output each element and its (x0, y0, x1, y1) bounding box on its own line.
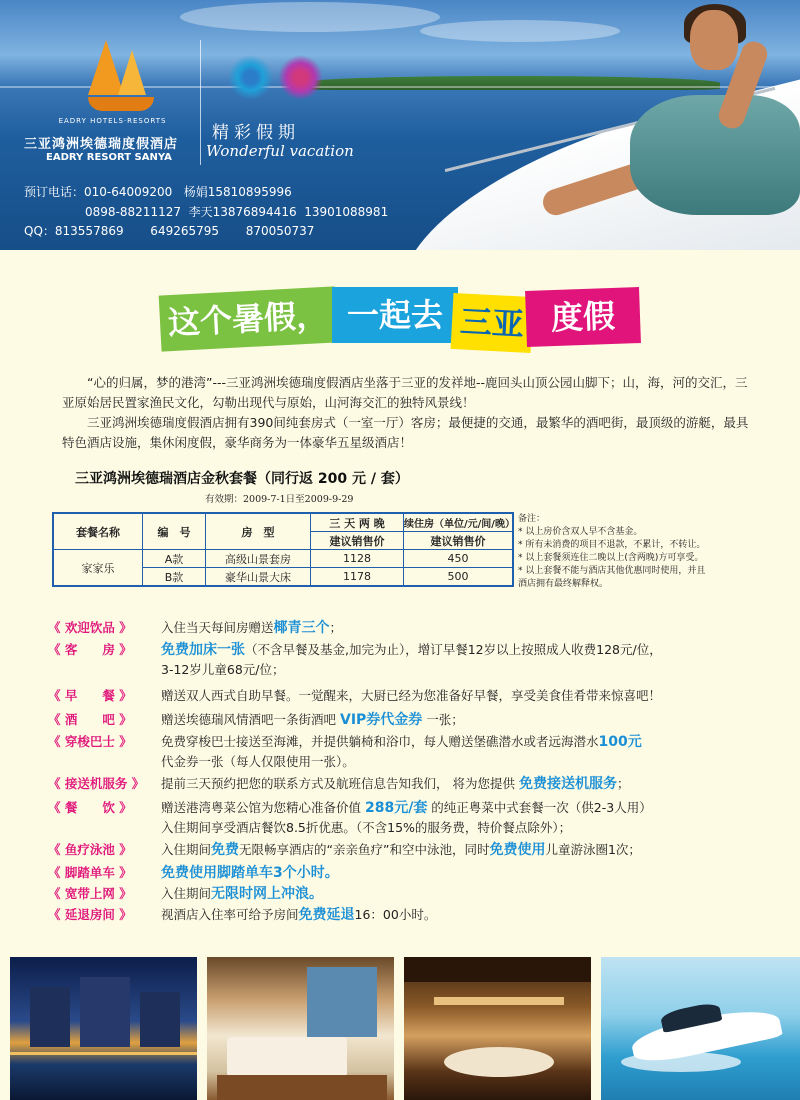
contact-line: 0898-88211127 李天13876894416 13901088981 (24, 205, 389, 219)
hotel-name-cn: 三亚鸿洲埃德瑞度假酒店 (24, 137, 179, 152)
th-name: 套餐名称 (53, 513, 143, 550)
benefit-highlight: 免费使用 (489, 842, 546, 858)
benefit-highlight: 免费使用脚踏单车3个小时。 (161, 865, 339, 881)
benefit-highlight: 免费接送机服务 (518, 776, 617, 792)
benefit-text: ； (616, 776, 630, 791)
package-title: 三亚鸿洲埃德瑞酒店金秋套餐（同行返 200 元 / 套） (75, 471, 409, 487)
benefit-text: 免费穿梭巴士接送至海滩，并提供躺椅和浴巾，每人赠送堡礁潜水或者远海潜水 (161, 734, 599, 749)
cell-extend: 450 (404, 550, 514, 568)
benefit-key: 《 接送机服务 》 (48, 776, 145, 791)
benefit-text: 3-12岁儿童68元/位； (161, 662, 285, 677)
benefit-text: （不含早餐及基金,加完为止），增订早餐12岁以上按照成人收费128元/位， (245, 642, 662, 657)
intro-paragraph: “心的归属，梦的港湾”---三亚鸿洲埃德瑞度假酒店坐落于三亚的发祥地--鹿回头山顶公园山脚下；山，海，河的交汇，三亚原始居民置家渔民文化，勾勒出现代与原始，山河海交汇的独特风景线！ (62, 375, 748, 410)
photo-bedroom (207, 957, 394, 1100)
benefit-text: 一张； (422, 712, 464, 727)
photo-night-resort (10, 957, 197, 1100)
benefit-value: 赠送双人西式自助早餐。一觉醒来，大厨已经为您准备好早餐，享受美食佳肴带来惊喜吧！ (161, 688, 662, 703)
benefit-key: 《 欢迎饮品 》 (48, 620, 132, 635)
th-three-nights: 三 天 两 晚 (311, 513, 404, 532)
logo-brand: EADRY HOTELS·RESORTS (58, 117, 167, 125)
contact-line: 预订电话：010-64009200 杨娟15810895996 (24, 185, 292, 199)
banner-part: 一起去 (332, 287, 458, 343)
benefit-value (161, 884, 798, 904)
benefit-value (161, 798, 798, 837)
benefit-highlight: 免费加床一张 (161, 642, 245, 658)
benefit-value (161, 640, 798, 679)
benefit-value (161, 905, 798, 925)
cell-extend: 500 (404, 568, 514, 587)
cell-price: 1178 (311, 568, 404, 587)
benefit-key: 《 宽带上网 》 (48, 886, 132, 901)
benefit-text: 入住期间 (161, 842, 212, 857)
intro-paragraph: 三亚鸿洲埃德瑞度假酒店拥有390间纯套房式（一室一厅）客房；最便捷的交通，最繁华的酒吧街，最顶级的游艇，最具特色酒店设施，集休闲度假，豪华商务为一体豪华五星级酒店！ (62, 415, 749, 450)
header-banner (0, 0, 800, 250)
note-line: * 所有未消费的项目不退款，不累计，不转让。 (518, 540, 706, 550)
th-suggest: 建议销售价 (311, 532, 404, 550)
woman-photo (610, 0, 800, 250)
benefit-value (161, 732, 798, 771)
photo-strip (10, 957, 800, 1100)
benefit-text: 视酒店入住率可给予房间 (161, 907, 299, 922)
benefit-text: 入住期间享受酒店餐饮8.5折优惠。（不含15%的服务费，特价餐点除外）； (161, 820, 572, 835)
benefit-highlight: 无限时网上冲浪。 (211, 886, 324, 902)
benefit-key: 《 鱼疗泳池 》 (48, 842, 132, 857)
intro-text (62, 373, 752, 453)
title-banner (160, 285, 640, 365)
benefit-highlight: 288元/套 (364, 800, 428, 816)
cell-code: A款 (143, 550, 206, 568)
benefit-key: 《 穿梭巴士 》 (48, 734, 132, 749)
sail-icon (118, 50, 146, 95)
benefit-value (161, 710, 798, 730)
benefit-value (161, 840, 798, 860)
note-line: * 以上套餐不能与酒店其他优惠同时使用，并且 (518, 566, 706, 576)
cell-code: B款 (143, 568, 206, 587)
benefit-text: 入住期间 (161, 886, 212, 901)
benefit-key: 《 餐 饮 》 (48, 800, 132, 815)
benefit-value (161, 618, 798, 638)
benefit-text: 赠送埃德瑞风情酒吧一条街酒吧 (161, 712, 340, 727)
note-line: 备注： (518, 514, 546, 524)
banner-part: 三亚 (451, 293, 534, 353)
benefit-key: 《 延退房间 》 (48, 907, 132, 922)
benefit-text: 16：00小时。 (354, 907, 437, 922)
th-room: 房 型 (206, 513, 311, 550)
benefit-key: 《 早 餐 》 (48, 688, 132, 703)
cell-price: 1128 (311, 550, 404, 568)
th-extend: 续住房（单位/元/间/晚） (404, 513, 514, 532)
cell-room: 豪华山景大床 (206, 568, 311, 587)
benefit-text: ； (329, 620, 343, 635)
slogan-cn: 精彩假期 (212, 123, 300, 143)
contact-qq: QQ：813557869 649265795 870050737 (24, 224, 315, 238)
slogan-en: Wonderful vacation (206, 142, 354, 160)
benefit-key: 《 客 房 》 (48, 642, 132, 657)
benefit-value (161, 774, 798, 794)
cloud (180, 2, 440, 32)
benefit-key: 《 酒 吧 》 (48, 712, 132, 727)
note-line: * 以上套餐须连住二晚以上(含两晚)方可享受。 (518, 553, 704, 563)
banner-part: 这个暑假， (159, 286, 338, 351)
cloud (420, 20, 620, 42)
benefit-text: 入住当天每间房赠送 (161, 620, 274, 635)
benefit-text: 代金券一张（每人仅限使用一张）。 (161, 754, 355, 769)
hotel-name-en: EADRY RESORT SANYA (46, 152, 172, 163)
benefit-highlight: VIP券代金券 (339, 712, 423, 728)
cell-room: 高级山景套房 (206, 550, 311, 568)
valid-period: 有效期：2009-7-1日至2009-9-29 (205, 494, 354, 505)
package-table (52, 512, 514, 587)
benefit-highlight: 免费延退 (298, 907, 355, 923)
benefit-highlight: 免费 (211, 842, 240, 858)
note-line: 酒店拥有最终解释权。 (518, 579, 609, 589)
package-name: 家家乐 (53, 550, 143, 587)
banner-part: 度假 (525, 287, 641, 347)
th-code: 编 号 (143, 513, 206, 550)
photo-restaurant (404, 957, 591, 1100)
benefit-key: 《 脚踏单车 》 (48, 865, 132, 880)
divider (200, 40, 201, 165)
butterfly-logo-icon (228, 55, 328, 105)
benefit-value (161, 863, 798, 883)
logo-base (88, 97, 154, 111)
benefit-highlight: 椰青三个 (273, 620, 330, 636)
photo-speedboat (601, 957, 800, 1100)
benefit-text: 无限畅享酒店的“亲亲鱼疗”和空中泳池，同时 (239, 842, 490, 857)
table-row (53, 550, 513, 568)
benefit-text: 的纯正粤菜中式套餐一次（供2-3人用） (427, 800, 652, 815)
note-line: * 以上房价含双人早不含基金。 (518, 527, 643, 537)
benefit-text: 儿童游泳圈1次； (545, 842, 641, 857)
benefit-text: 提前三天预约把您的联系方式及航班信息告知我们， 将为您提供 (161, 776, 519, 791)
th-suggest: 建议销售价 (404, 532, 514, 550)
benefit-highlight: 100元 (598, 734, 642, 750)
benefit-text: 赠送港湾粤菜公馆为您精心准备价值 (161, 800, 365, 815)
notes (518, 513, 793, 591)
